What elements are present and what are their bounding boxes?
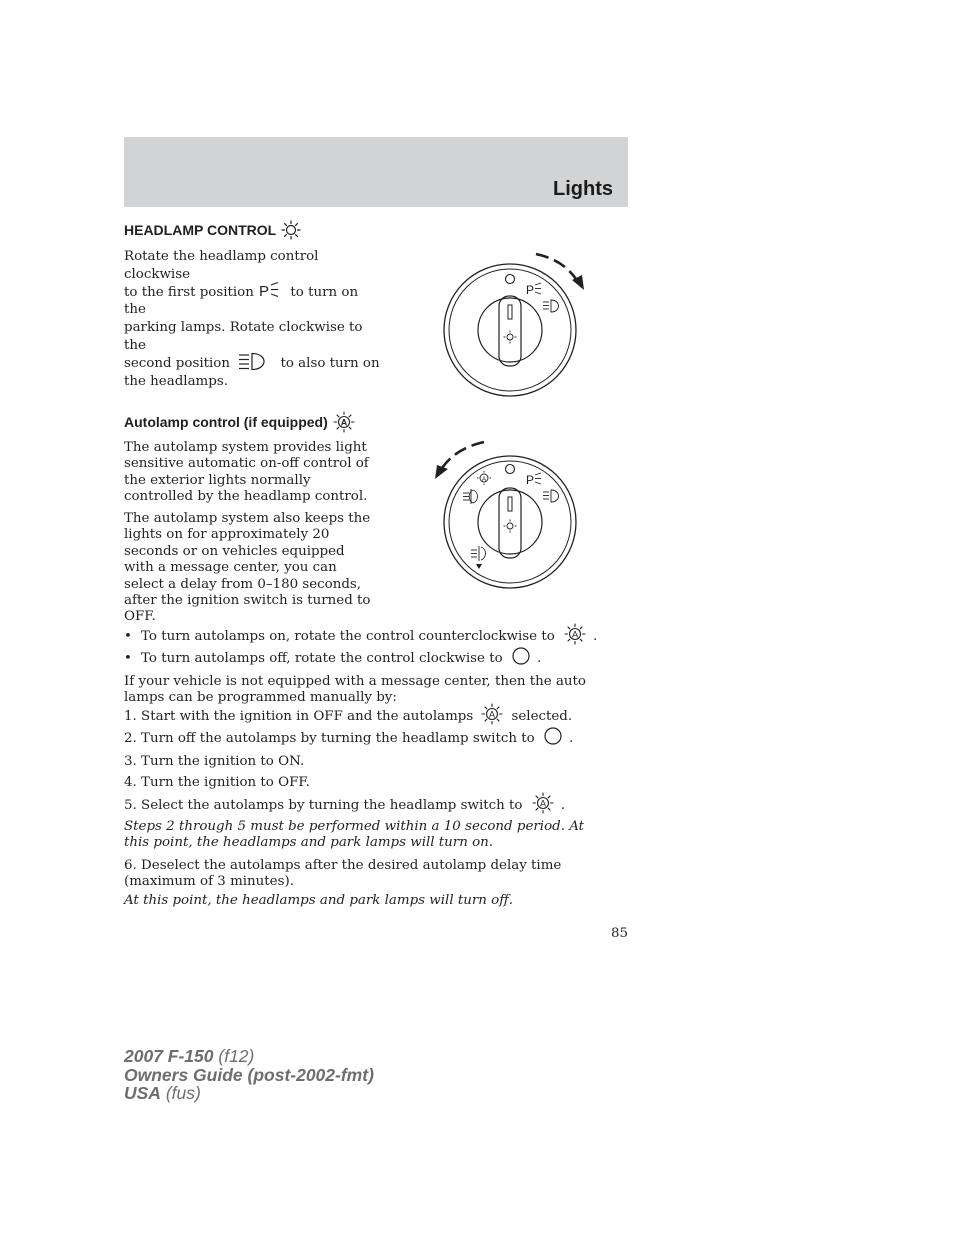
headlamp-line-3: parking lamps. Rotate clockwise to the xyxy=(124,320,363,353)
autolamp-icon xyxy=(531,792,555,814)
page-number: 85 xyxy=(610,926,628,941)
headlamp-heading xyxy=(124,222,302,240)
off-position-icon xyxy=(543,726,563,746)
section-title: Lights xyxy=(553,178,613,200)
off-position-icon xyxy=(511,646,531,666)
autolamp-heading xyxy=(124,414,356,433)
footer-line-1: 2007 F-150 (f12) xyxy=(124,1046,255,1066)
turn-off-note: At this point, the headlamps and park lamps will turn off. xyxy=(124,893,513,908)
headlamp-sun-icon xyxy=(280,220,302,240)
autolamp-icon xyxy=(480,703,504,725)
dial2-auto-position-icon xyxy=(477,471,491,485)
headlamp-line-5: the headlamps. xyxy=(124,373,228,389)
bullet-autolamps-off: • To turn autolamps off, rotate the control clockwise to . xyxy=(124,651,541,667)
dial2-parking-position-icon xyxy=(526,473,541,487)
headlamp-heading-text: HEADLAMP CONTROL xyxy=(124,222,276,238)
svg-text:P: P xyxy=(259,282,270,299)
svg-text:A: A xyxy=(340,417,347,428)
autolamp-control-dial-diagram xyxy=(426,436,596,596)
autolamp-paragraph-1: The autolamp system provides light sensitive automatic on-off control of the exterior lights normally controlled by the headlamp control. xyxy=(124,440,369,505)
dial2-off-position-icon xyxy=(506,465,515,474)
bullet-autolamps-on: • To turn autolamps on, rotate the control counterclockwise to A . xyxy=(124,628,597,645)
section-header-band xyxy=(124,137,628,207)
dial1-off-position-icon xyxy=(506,275,515,284)
step-4: 4. Turn the ignition to OFF. xyxy=(124,775,310,790)
headlamp-control-dial-diagram xyxy=(436,244,596,404)
autolamp-heading-text: Autolamp control (if equipped) xyxy=(124,414,328,431)
dial2-center-sun-icon xyxy=(504,520,517,533)
footer-line-2: Owners Guide (post-2002-fmt) xyxy=(124,1064,374,1085)
footer-line-3: USA (fus) xyxy=(124,1083,201,1103)
step-5: 5. Select the autolamps by turning the headlamp switch to A . xyxy=(124,797,565,814)
svg-text:A: A xyxy=(488,709,495,720)
svg-text:A: A xyxy=(481,476,487,483)
headlamp-beam-icon xyxy=(238,352,272,371)
step-3: 3. Turn the ignition to ON. xyxy=(124,754,305,769)
headlamp-line-4: second position to also turn on xyxy=(124,355,384,373)
bullet-dot: • xyxy=(124,629,132,644)
dial1-headlamp-position-icon xyxy=(543,300,559,312)
headlamp-line-1: Rotate the headlamp control clockwise xyxy=(124,249,319,282)
document-footer xyxy=(124,1047,374,1103)
autolamp-icon xyxy=(332,411,356,433)
clockwise-arrow-icon xyxy=(536,254,584,290)
dial2-front-fog-lamp-icon xyxy=(463,489,478,504)
timing-note: Steps 2 through 5 must be performed within a 10 second period. At this point, the headlamps and park lamps will turn on. xyxy=(124,819,585,851)
autolamp-icon xyxy=(563,623,587,645)
step-2: 2. Turn off the autolamps by turning the headlamp switch to . xyxy=(124,731,573,747)
manual-programming-intro: If your vehicle is not equipped with a message center, then the auto lamps can be programmed manually by: xyxy=(124,674,586,706)
dial1-parking-position-icon xyxy=(526,283,541,297)
svg-text:P: P xyxy=(526,473,535,487)
headlamp-paragraph xyxy=(124,248,384,390)
autolamp-paragraph-2: The autolamp system also keeps the lights on for approximately 20 seconds or on vehicles equipped with a message center, you can select a delay from 0–180 seconds, after the ignition switch is turned to OFF. xyxy=(124,511,371,625)
counterclockwise-arrow-icon xyxy=(435,442,484,479)
headlamp-line-2: to the first position P to turn on the xyxy=(124,282,359,318)
step-1: 1. Start with the ignition in OFF and the autolamps A selected. xyxy=(124,708,572,725)
bullet-dot: • xyxy=(124,651,132,666)
svg-text:A: A xyxy=(539,798,546,809)
step-6: 6. Deselect the autolamps after the desired autolamp delay time (maximum of 3 minutes). xyxy=(124,858,562,890)
svg-text:A: A xyxy=(572,629,579,640)
svg-text:P: P xyxy=(526,283,535,297)
dial1-center-sun-icon xyxy=(504,331,517,344)
parking-lamp-icon xyxy=(258,282,284,299)
dial2-rear-fog-lamp-icon xyxy=(471,546,486,569)
dial2-headlamp-position-icon xyxy=(543,490,559,502)
